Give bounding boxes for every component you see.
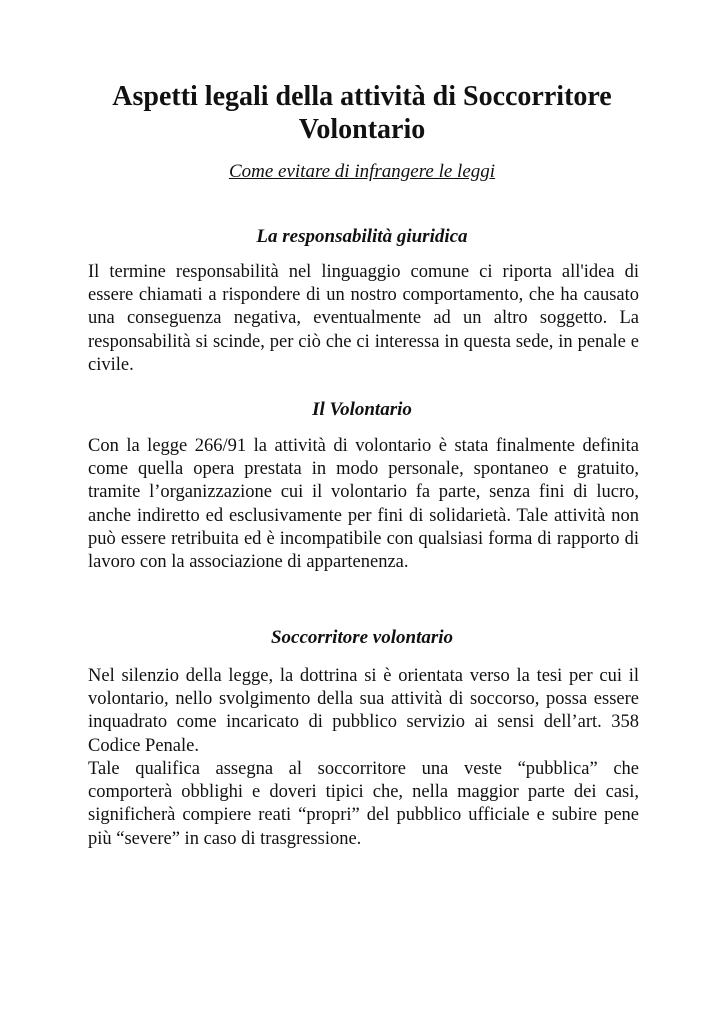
section-paragraph-soccorritore-2: Tale qualifica assegna al soccorritore una veste “pubblica” che comporterà obblighi e doveri tipici che, nella maggior parte dei casi, significherà compiere reati “propri” del pubblico ufficiale e subire pene più “severe” in caso di trasgressione. — [88, 759, 639, 849]
section-heading-responsabilita: La responsabilità giuridica — [256, 226, 468, 247]
section-paragraph-responsabilita: Il termine responsabilità nel linguaggio comune ci riporta all'idea di essere chiamati a rispondere di un nostro comportamento, che ha causato una conseguenza negativa, eventualmente ad un altro soggetto. La responsabilità si scinde, per ciò che ci interessa in questa sede, in penale e civile. — [88, 262, 639, 375]
section-heading-volontario: Il Volontario — [312, 399, 412, 420]
section-heading-soccorritore: Soccorritore volontario — [270, 627, 454, 648]
section-paragraph-soccorritore-1: Nel silenzio della legge, la dottrina si è orientata verso la tesi per cui il volontario, nello svolgimento della sua attività di soccorso, possa essere inquadrato come incaricato di pubblico servizio ai sensi dell’art. 358 Codice Penale. — [88, 666, 639, 756]
document-subtitle: Come evitare di infrangere le leggi — [228, 161, 496, 182]
document-title: Aspetti legali della attività di Soccorritore Volontario — [112, 81, 612, 145]
section-paragraph-volontario: Con la legge 266/91 la attività di volontario è stata finalmente definita come quella opera prestata in modo personale, spontaneo e gratuito, tramite l’organizzazione cui il volontario fa parte, senza fini di lucro, anche indiretto ed esclusivamente per fini di solidarietà. Tale attività non può essere retribuita ed è incompatibile con qualsiasi forma di rapporto di lavoro con la associazione di appartenenza. — [88, 436, 639, 573]
